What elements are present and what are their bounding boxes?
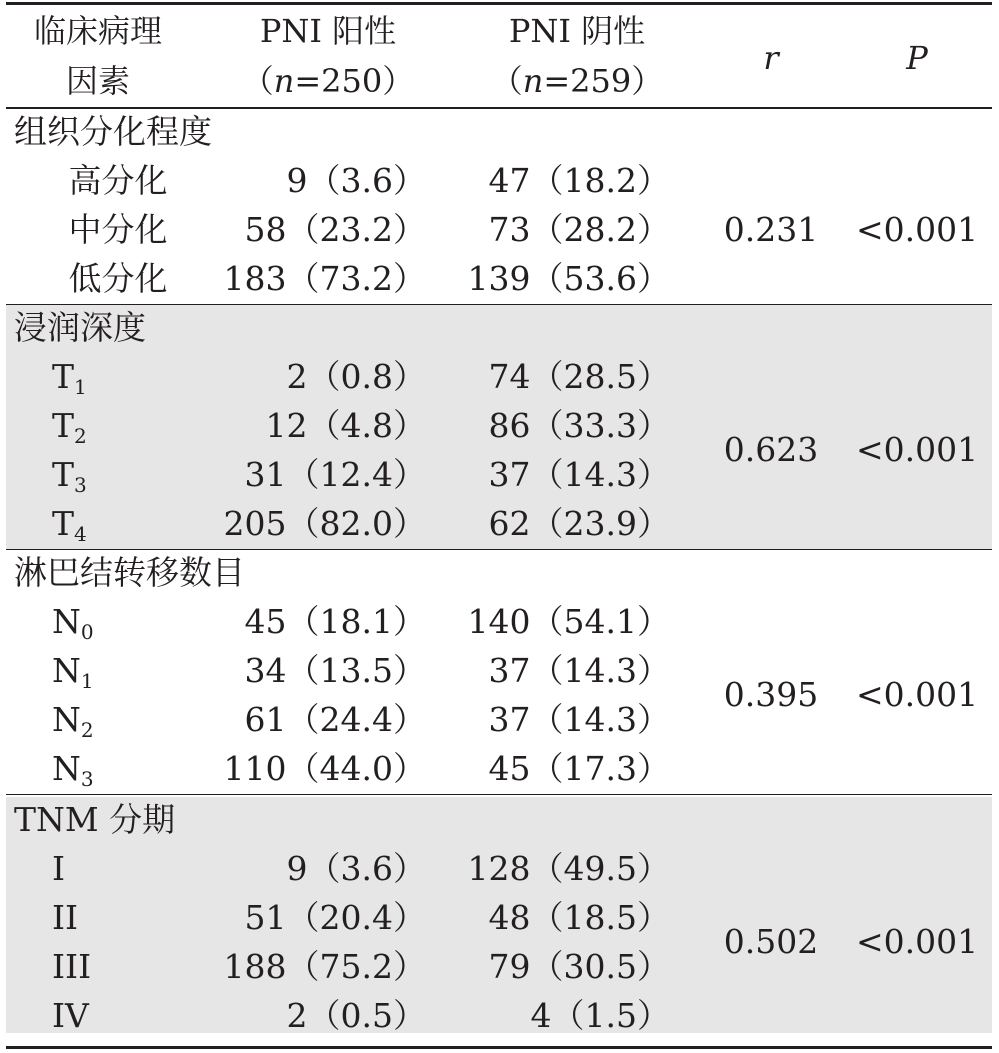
pni-positive-value: 183（73.2）	[223, 259, 426, 298]
row-label: $T_1$	[52, 357, 87, 399]
row-label: III	[52, 947, 92, 986]
pni-positive-value: 9（3.6）	[286, 849, 426, 888]
table-row	[6, 991, 992, 1040]
row-label: II	[52, 898, 79, 937]
row-label: $T_3$	[52, 455, 87, 497]
group-title: 组织分化程度	[14, 112, 212, 151]
p-value: <0.001	[855, 922, 979, 961]
row-label: $T_4$	[52, 504, 87, 546]
pni-positive-value: 188（75.2）	[223, 947, 426, 986]
row-label: I	[52, 849, 66, 888]
pni-positive-value: 12（4.8）	[265, 406, 426, 445]
table-group	[6, 109, 992, 305]
pni-positive-value: 45（18.1）	[244, 602, 426, 641]
table-group	[6, 797, 992, 1033]
pni-negative-value: 37（14.3）	[488, 651, 670, 690]
group-title: 浸润深度	[14, 308, 146, 347]
table-header	[6, 5, 992, 109]
pni-positive-value: 2（0.5）	[286, 996, 426, 1035]
pni-negative-value: 47（18.2）	[488, 161, 670, 200]
table-row	[6, 499, 992, 548]
table-row	[6, 695, 992, 744]
header-p: P	[906, 39, 928, 77]
r-value: 0.502	[723, 922, 819, 961]
row-label: $N_1$	[52, 651, 94, 693]
table-row	[6, 254, 992, 303]
pni-negative-value: 140（54.1）	[467, 602, 670, 641]
table-row	[6, 942, 992, 991]
row-label: 高分化	[68, 161, 168, 200]
header-pni-positive: PNI 阳性	[259, 12, 397, 50]
table-row	[6, 893, 992, 942]
table-row	[6, 646, 992, 695]
pni-positive-value: 34（13.5）	[244, 651, 426, 690]
p-value: <0.001	[855, 209, 979, 249]
header-pni-negative-n: （n=259）	[490, 62, 664, 100]
pni-positive-value: 31（12.4）	[244, 455, 426, 494]
pni-positive-value: 205（82.0）	[223, 504, 426, 543]
row-label: $N_0$	[52, 602, 94, 644]
pni-negative-value: 86（33.3）	[488, 406, 670, 445]
pni-negative-value: 48（18.5）	[488, 898, 670, 937]
r-value: 0.231	[723, 209, 819, 249]
table-row	[6, 744, 992, 793]
pni-positive-value: 110（44.0）	[223, 749, 426, 788]
row-label: IV	[52, 996, 89, 1035]
table-group	[6, 305, 992, 550]
pni-positive-value: 2（0.8）	[286, 357, 426, 396]
row-label: 中分化	[68, 210, 168, 249]
table-row	[6, 401, 992, 450]
p-value: <0.001	[855, 675, 979, 714]
header-pni-negative: PNI 阴性	[508, 12, 646, 50]
table-row	[6, 156, 992, 205]
row-label: $N_3$	[52, 749, 94, 791]
group-title: 淋巴结转移数目	[14, 553, 245, 592]
table-row	[6, 450, 992, 499]
pni-negative-value: 128（49.5）	[467, 849, 670, 888]
table-row	[6, 352, 992, 401]
pni-negative-value: 73（28.2）	[488, 210, 670, 249]
row-label: 低分化	[68, 259, 168, 298]
group-title: TNM 分期	[14, 800, 176, 839]
pni-positive-value: 9（3.6）	[286, 161, 426, 200]
pni-positive-value: 51（20.4）	[244, 898, 426, 937]
table-row	[6, 844, 992, 893]
r-value: 0.395	[723, 675, 819, 714]
table-row	[6, 205, 992, 254]
pni-negative-value: 62（23.9）	[488, 504, 670, 543]
pni-negative-value: 139（53.6）	[467, 259, 670, 298]
pni-negative-value: 4（1.5）	[530, 996, 670, 1035]
row-label: $T_2$	[52, 406, 87, 448]
header-pni-positive-n: （n=250）	[241, 62, 415, 100]
pni-negative-value: 45（17.3）	[488, 749, 670, 788]
table-row	[6, 597, 992, 646]
row-label: $N_2$	[52, 700, 94, 742]
pni-positive-value: 58（23.2）	[244, 210, 426, 249]
pni-negative-value: 74（28.5）	[488, 357, 670, 396]
header-factor-line2: 因素	[65, 62, 131, 100]
pni-negative-value: 79（30.5）	[488, 947, 670, 986]
r-value: 0.623	[723, 430, 819, 469]
pni-positive-value: 61（24.4）	[244, 700, 426, 739]
data-table	[6, 2, 992, 1049]
header-r: r	[763, 39, 779, 77]
p-value: <0.001	[855, 430, 979, 469]
pni-negative-value: 37（14.3）	[488, 455, 670, 494]
table-group	[6, 550, 992, 795]
header-factor-line1: 临床病理	[33, 12, 163, 50]
pni-negative-value: 37（14.3）	[488, 700, 670, 739]
